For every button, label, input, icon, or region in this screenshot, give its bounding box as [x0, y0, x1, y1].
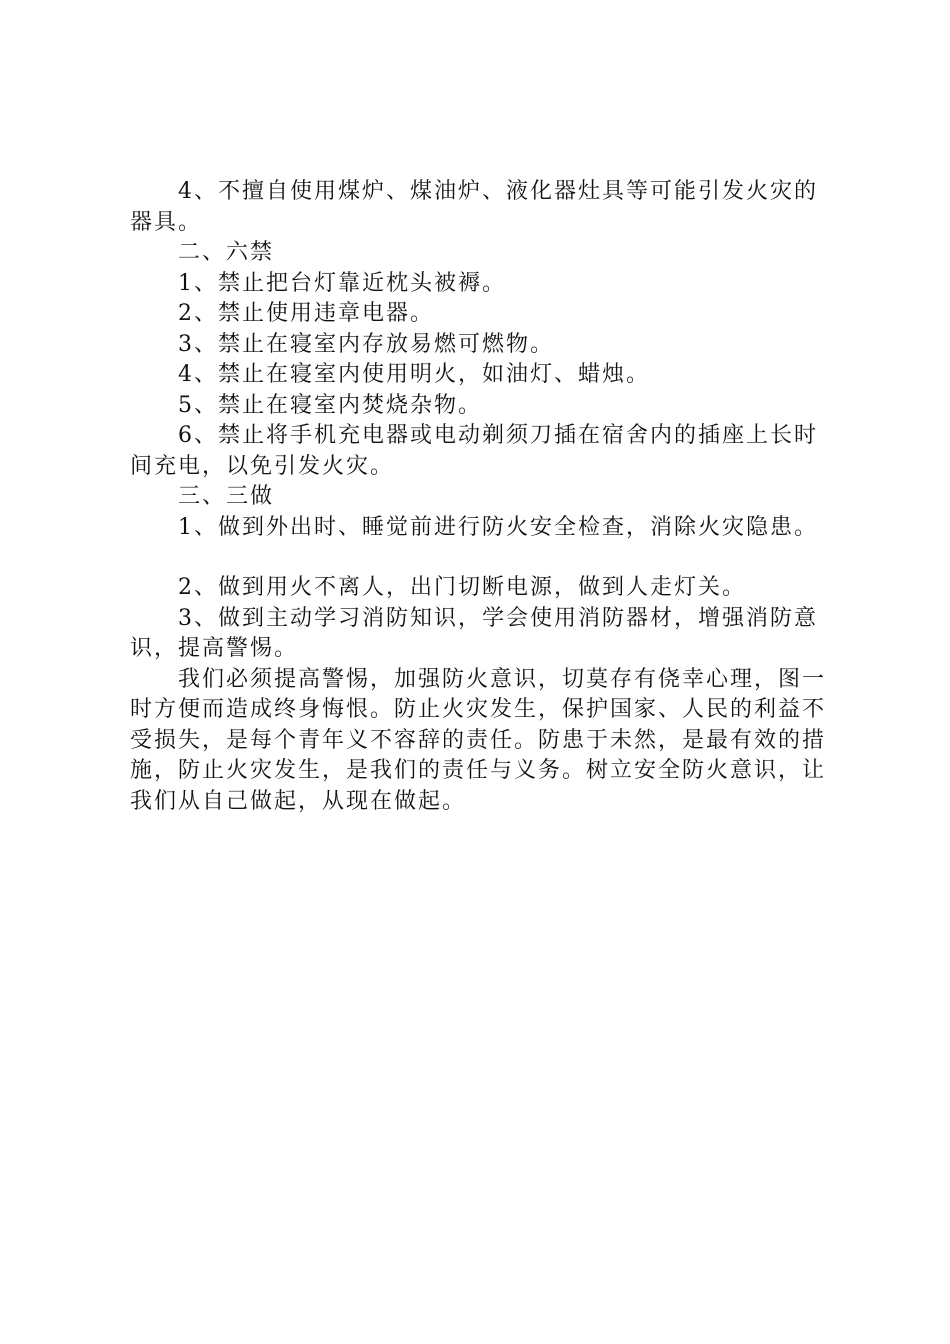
do-item-3: 3、做到主动学习消防知识，学会使用消防器材，增强消防意识，提高警惕。 [130, 605, 818, 661]
prohibition-3: 3、禁止在寝室内存放易燃可燃物。 [178, 331, 554, 357]
section-heading-three-dos: 三、三做 [178, 484, 275, 509]
paragraph-rule-4: 4、不擅自使用煤炉、煤油炉、液化器灶具等可能引发火灾的器具。 [130, 179, 818, 235]
closing-paragraph: 我们必须提高警惕，加强防火意识，切莫存有侥幸心理，图一时方便而造成终身悔恨。防止火灾发生，保护国家、人民的利益不受损失，是每个青年义不容辞的责任。防患于未然，是最有效的措施，防止火灾发生，是我们的责任与义务。树立安全防火意识，让我们从自己做起，从现在做起。 [130, 666, 827, 814]
do-item-2: 2、做到用火不离人，出门切断电源，做到人走灯关。 [178, 575, 746, 600]
prohibition-2: 2、禁止使用违章电器。 [178, 301, 434, 326]
prohibition-4: 4、禁止在寝室内使用明火，如油灯、蜡烛。 [178, 362, 650, 387]
do-item-1: 1、做到外出时、睡觉前进行防火安全检查，消除火灾隐患。 [178, 514, 818, 540]
document-body [130, 177, 834, 817]
section-heading-six-prohibitions: 二、六禁 [178, 240, 275, 265]
prohibition-5: 5、禁止在寝室内焚烧杂物。 [178, 392, 482, 418]
prohibition-6: 6、禁止将手机充电器或电动剃须刀插在宿舍内的插座上长时间充电，以免引发火灾。 [130, 423, 818, 479]
blank-line [130, 543, 834, 573]
prohibition-1: 1、禁止把台灯靠近枕头被褥。 [178, 270, 506, 296]
